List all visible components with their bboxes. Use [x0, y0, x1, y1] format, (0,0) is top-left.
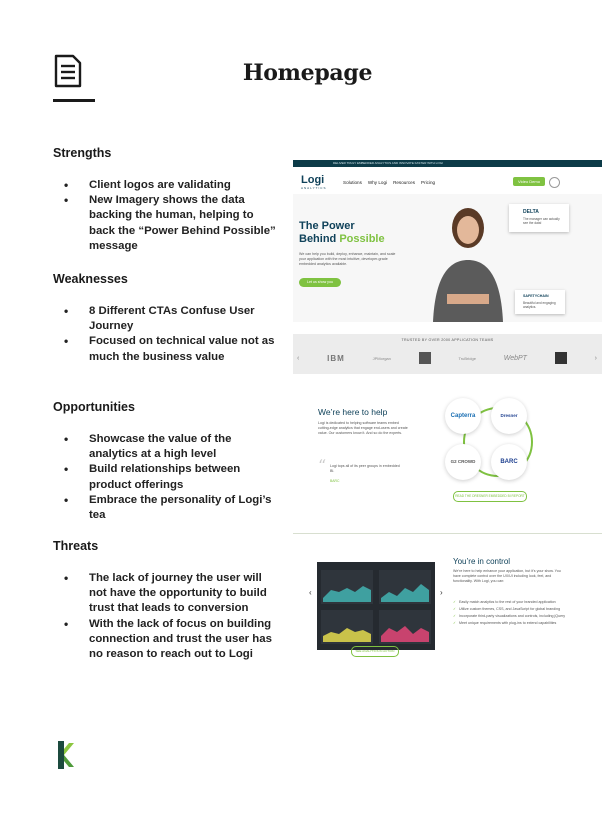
list-item: • The lack of journey the user will not have the opportunity to build trust that leads to conversion	[53, 571, 278, 617]
hero-line: Behind	[299, 233, 340, 245]
homepage-hero-screenshot	[293, 160, 602, 374]
header-rule	[53, 99, 95, 102]
client-logo: WebPT	[503, 354, 527, 362]
client-logo: JPMorgan	[372, 355, 391, 361]
dashboard-preview-image	[317, 562, 435, 650]
list-item: ✓ Meet unique requirements with plug-ins to extend capabilities	[453, 621, 568, 626]
chevron-left-icon[interactable]: ‹	[297, 354, 300, 362]
client-logo-box	[419, 352, 431, 364]
control-body: We’re here to help enhance your application, but it’s your show. You have complete control over the UX/UI including look, feel, and functionality. With Logi, you can:	[453, 569, 561, 583]
video-demo-button[interactable]: Video Demo	[513, 177, 545, 186]
help-section-screenshot	[293, 390, 602, 508]
hero-person-image	[423, 198, 513, 322]
nav-item[interactable]: Why Logi	[367, 180, 388, 185]
testimonial-card-safetychain	[515, 290, 565, 314]
list-item: ✓ Incorporate third-party visualizations and controls, including jQuery	[453, 614, 568, 619]
help-body: Logi is dedicated to helping software teams embed cutting-edge analytics that engage end-users and create value. Our customers know it. And so do the experts.	[318, 421, 408, 435]
logo-text: Logi	[301, 174, 325, 186]
quote-block	[318, 458, 403, 488]
see-analytics-button[interactable]: SEE ANALYTICS IN ACTION	[351, 646, 399, 657]
control-list	[453, 600, 568, 628]
badge-dresner: Dresner	[491, 398, 527, 434]
list-item: • With the lack of focus on building connection and trust the user has no reason to reach out to Logi	[53, 617, 278, 663]
logo-subtext: ANALYTICS	[301, 186, 327, 190]
badge-g2crowd: G2 CROWD	[445, 444, 481, 480]
trusted-label: TRUSTED BY OVER 2000 APPLICATION TEAMS	[401, 338, 494, 342]
list-item: ✓ Easily match analytics to the rest of your branded application	[453, 600, 568, 605]
client-logos	[297, 352, 597, 364]
user-icon[interactable]	[549, 177, 560, 188]
hero-body: We can help you build, deploy, enhance, maintain, and scale your application with the most intuitive, developer-grade embedded analytics available.	[299, 252, 396, 266]
list-item: • Focused on technical value not as much the business value	[53, 334, 278, 364]
section-heading: Strengths	[53, 146, 112, 160]
logi-logo	[301, 174, 326, 190]
hero-cta-button[interactable]: Let us show you	[299, 278, 341, 287]
quote-text: Logi tops all of its peer groups in embedded BI.	[330, 464, 400, 473]
page-title: Homepage	[242, 60, 373, 86]
hero-line: The Power	[299, 220, 355, 232]
k-logo-icon	[56, 741, 76, 769]
help-title: We’re here to help	[318, 407, 388, 417]
card-brand: SAFETYCHAIN	[523, 294, 549, 298]
section-heading: Opportunities	[53, 400, 135, 414]
testimonial-card-delta	[509, 204, 569, 232]
list-item: ✓ Utilize custom themes, CSS, and JavaScript for global branding	[453, 607, 568, 612]
list-item: • Showcase the value of the analytics at a high level	[53, 432, 278, 462]
control-title: You’re in control	[453, 557, 511, 566]
section-heading: Weaknesses	[53, 272, 128, 286]
hero-heading	[299, 220, 385, 246]
quote-source: BARC	[330, 479, 340, 483]
nav-item[interactable]: Pricing	[421, 180, 436, 185]
announcement-bar	[293, 160, 602, 167]
list-item: • 8 Different CTAs Confuse User Journey	[53, 304, 278, 334]
weaknesses-section	[53, 272, 278, 365]
list-item: • New Imagery shows the data backing the human, helping to back the “Power Behind Possible” message	[53, 193, 278, 254]
client-logo: IBM	[327, 353, 345, 363]
announcement-text: DELIVER TRULY EMBEDDED ANALYTICS AND INNOVATE FASTER WITH LOGI	[333, 161, 443, 165]
chevron-left-icon[interactable]: ‹	[309, 588, 312, 597]
chevron-right-icon[interactable]: ›	[594, 354, 597, 362]
client-logo-strip	[293, 334, 602, 374]
list-item: • Embrace the personality of Logi’s tea	[53, 493, 278, 523]
card-text: The manager can actually see the data!	[523, 217, 560, 225]
opportunities-section	[53, 400, 278, 523]
list-item: • Build relationships between product offerings	[53, 462, 278, 492]
main-nav	[343, 180, 435, 185]
card-text: Beautiful and engaging analytics.	[523, 301, 556, 309]
nav-item[interactable]: Solutions	[343, 180, 362, 185]
section-heading: Threats	[53, 539, 99, 553]
threats-section	[53, 539, 278, 662]
hero-line-accent: Possible	[339, 233, 385, 245]
card-brand: DELTA	[523, 209, 539, 215]
client-logo-box	[555, 352, 567, 364]
nav-item[interactable]: Resources	[393, 180, 416, 185]
control-section-screenshot	[293, 548, 602, 668]
list-item: • Client logos are validating	[53, 178, 278, 193]
badge-barc: BARC	[491, 444, 527, 480]
badge-capterra: Capterra	[445, 398, 481, 434]
chevron-right-icon[interactable]: ›	[440, 588, 443, 597]
dresner-report-button[interactable]: READ THE DRESNER EMBEDDED BI REPORT	[453, 491, 527, 502]
client-logo: TruBridge	[458, 355, 476, 361]
strengths-section	[53, 146, 278, 254]
quote-mark-icon: “	[318, 456, 327, 475]
section-divider	[293, 533, 602, 534]
